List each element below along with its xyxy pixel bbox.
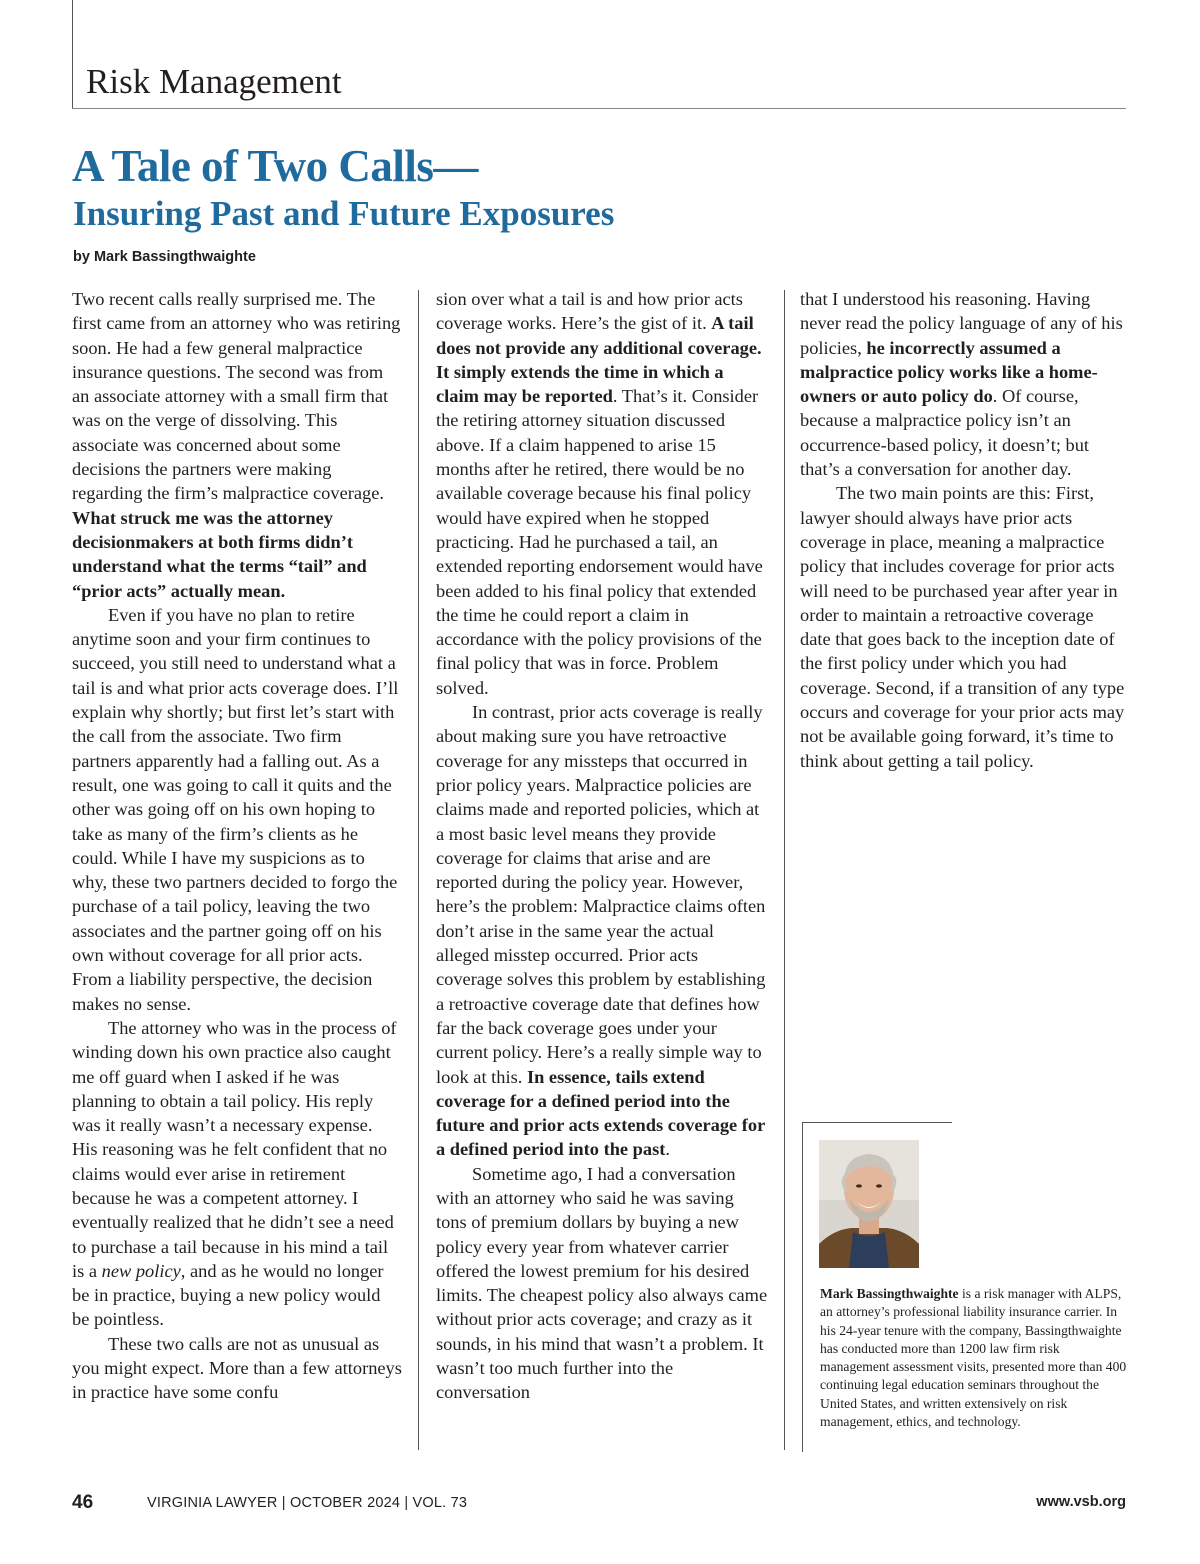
page-number: 46 [72,1492,94,1513]
website-link[interactable]: www.vsb.org [1036,1494,1126,1510]
paragraph [436,700,768,1162]
paragraph-text: , and as he would no longer be in practice, buying a new policy would be pointless. [72,1260,384,1330]
paragraph: Even if you have no plan to retire anytime soon and your firm continues to succeed, you still need to understand what a tail is and what prior acts coverage does. I’ll explain why shortly; but first let’s start with the call from the associate. Two firm partners apparently had a falling out. As a result, one was going to call it quits and the other was going off on his own hoping to take as many of the firm’s clients as he could. While I have my suspicions as to why, these two partners decided to forgo the purchase of a tail policy, leaving the two associates and the partner going off on his own without coverage for all prior acts. From a liability perspective, the decision makes no sense. [72,604,399,1014]
magazine-info: VIRGINIA LAWYER | OCTOBER 2024 | VOL. 73 [147,1495,468,1511]
author-bio [820,1285,1132,1431]
paragraph [436,287,768,700]
author-name: Mark Bassingthwaighte [820,1286,959,1301]
paragraph-text: In contrast, prior acts coverage is really about making sure you have retroactive coverage for any missteps that occurred in prior policy years. Malpractice policies are claims made and reported policies, which at a most basic level means they provide coverage for claims that arise and are reported during the policy year. However, here’s the problem: Malpractice claims often don’t arise in the same year the actual alleged misstep occurred. Prior acts coverage solves this problem by establishing a retroactive coverage date that defines how far the back coverage goes under your current policy. Here’s a really simple way to look at this. [436,702,766,1087]
header-horizontal-rule [72,108,1126,109]
paragraph: The two main points are this: First, lawyer should always have prior acts coverage in place, meaning a malpractice policy that includes coverage for prior acts will need to be purchased year after year in order to maintain a retroactive coverage date that goes back to the inception date of the first policy under which you had coverage. Second, if a transition of any type occurs and coverage for your prior acts may not be available going forward, it’s time to think about getting a tail policy. [800,483,1125,771]
header-vertical-rule [72,0,73,108]
author-photo [819,1140,919,1268]
section-heading: Risk Management [86,62,342,101]
paragraph-text: . [665,1139,670,1160]
column-3 [800,287,1126,773]
byline: by Mark Bassingthwaighte [73,249,256,265]
paragraph-text: Two recent calls really surprised me. The first came from an attorney who was retiring soon. He had a few general malpractice insurance questions. The second was from an associate attorney with a small firm that was on the verge of dissolving. This associate was concerned about some decisions the partners were making regarding the firm’s malpractice coverage. [72,289,401,504]
emphasis-text: A tail does not provide any additional coverage. It simply extends the time in which a claim may be reported [436,313,762,407]
paragraph-text: sion over what a tail is and how prior acts coverage works. Here’s the gist of it. [436,289,743,334]
column-divider [418,290,419,1450]
paragraph [72,287,402,603]
paragraph [800,287,1126,481]
paragraph-text: . Of course, because a malpractice policy isn’t an occurrence-based policy, it doesn’t; but that’s a conversation for another day. [800,386,1090,480]
bio-horizontal-rule [802,1122,952,1123]
emphasis-text: What struck me was the attorney decisionmakers at both firms didn’t understand what the terms “tail” and “prior acts” actually mean. [72,507,367,601]
paragraph-text: The attorney who was in the process of winding down his own practice also caught me off guard when I asked if he was planning to obtain a tail policy. His reply was it really wasn’t a necessary expense. His reasoning was he felt confident that no claims would ever arise in retirement because he was a competent attorney. I eventually realized that he didn’t see a need to purchase a tail because in his mind a tail is a [72,1017,397,1281]
emphasis-text: In essence, tails extend coverage for a defined period into the future and prior acts extends coverage for a defined period into the past [436,1066,765,1160]
column-divider [784,290,785,1450]
paragraph: Sometime ago, I had a conversation with an attorney who said he was saving tons of premium dollars by buying a new policy every year from whatever carrier offered the lowest premium for his desired limits. The cheapest policy also always came without prior acts coverage; and crazy as it sounds, in his mind that wasn’t a problem. It wasn’t too much further into the conversation [436,1163,768,1403]
author-bio-text: is a risk manager with ALPS, an attorney’s professional liability insurance carrier. In his 24-year tenure with the company, Bassingthwaighte has conducted more than 1200 law firm risk management assessment visits, presented more than 400 continuing legal education seminars throughout the United States, and written extensively on risk management, ethics, and technology. [820,1286,1127,1430]
bio-vertical-rule [802,1122,803,1452]
article-title: A Tale of Two Calls— [72,141,478,191]
column-2 [436,287,768,1405]
paragraph: These two calls are not as unusual as you might expect. More than a few attorneys in practice have some confu [72,1333,402,1403]
paragraph-text: . That’s it. Consider the retiring attorney situation discussed above. If a claim happened to arise 15 months after he retired, there would be no available coverage because his final policy would have expired when he stopped practicing. Had he purchased a tail, an extended reporting endorsement would have been added to his final policy that extended the time he could report a claim in accordance with the policy provisions of the final policy that was in force. Problem solved. [436,386,763,698]
paragraph [72,1016,402,1332]
column-1 [72,287,402,1405]
italic-text: new policy [101,1260,181,1281]
emphasis-text: he incorrectly assumed a malpractice policy works like a homeowners or auto policy do [800,337,1098,407]
author-portrait-icon [819,1140,919,1268]
article-subtitle: Insuring Past and Future Exposures [73,194,615,233]
paragraph-text: that I understood his reasoning. Having never read the policy language of any of his policies, [800,289,1123,358]
